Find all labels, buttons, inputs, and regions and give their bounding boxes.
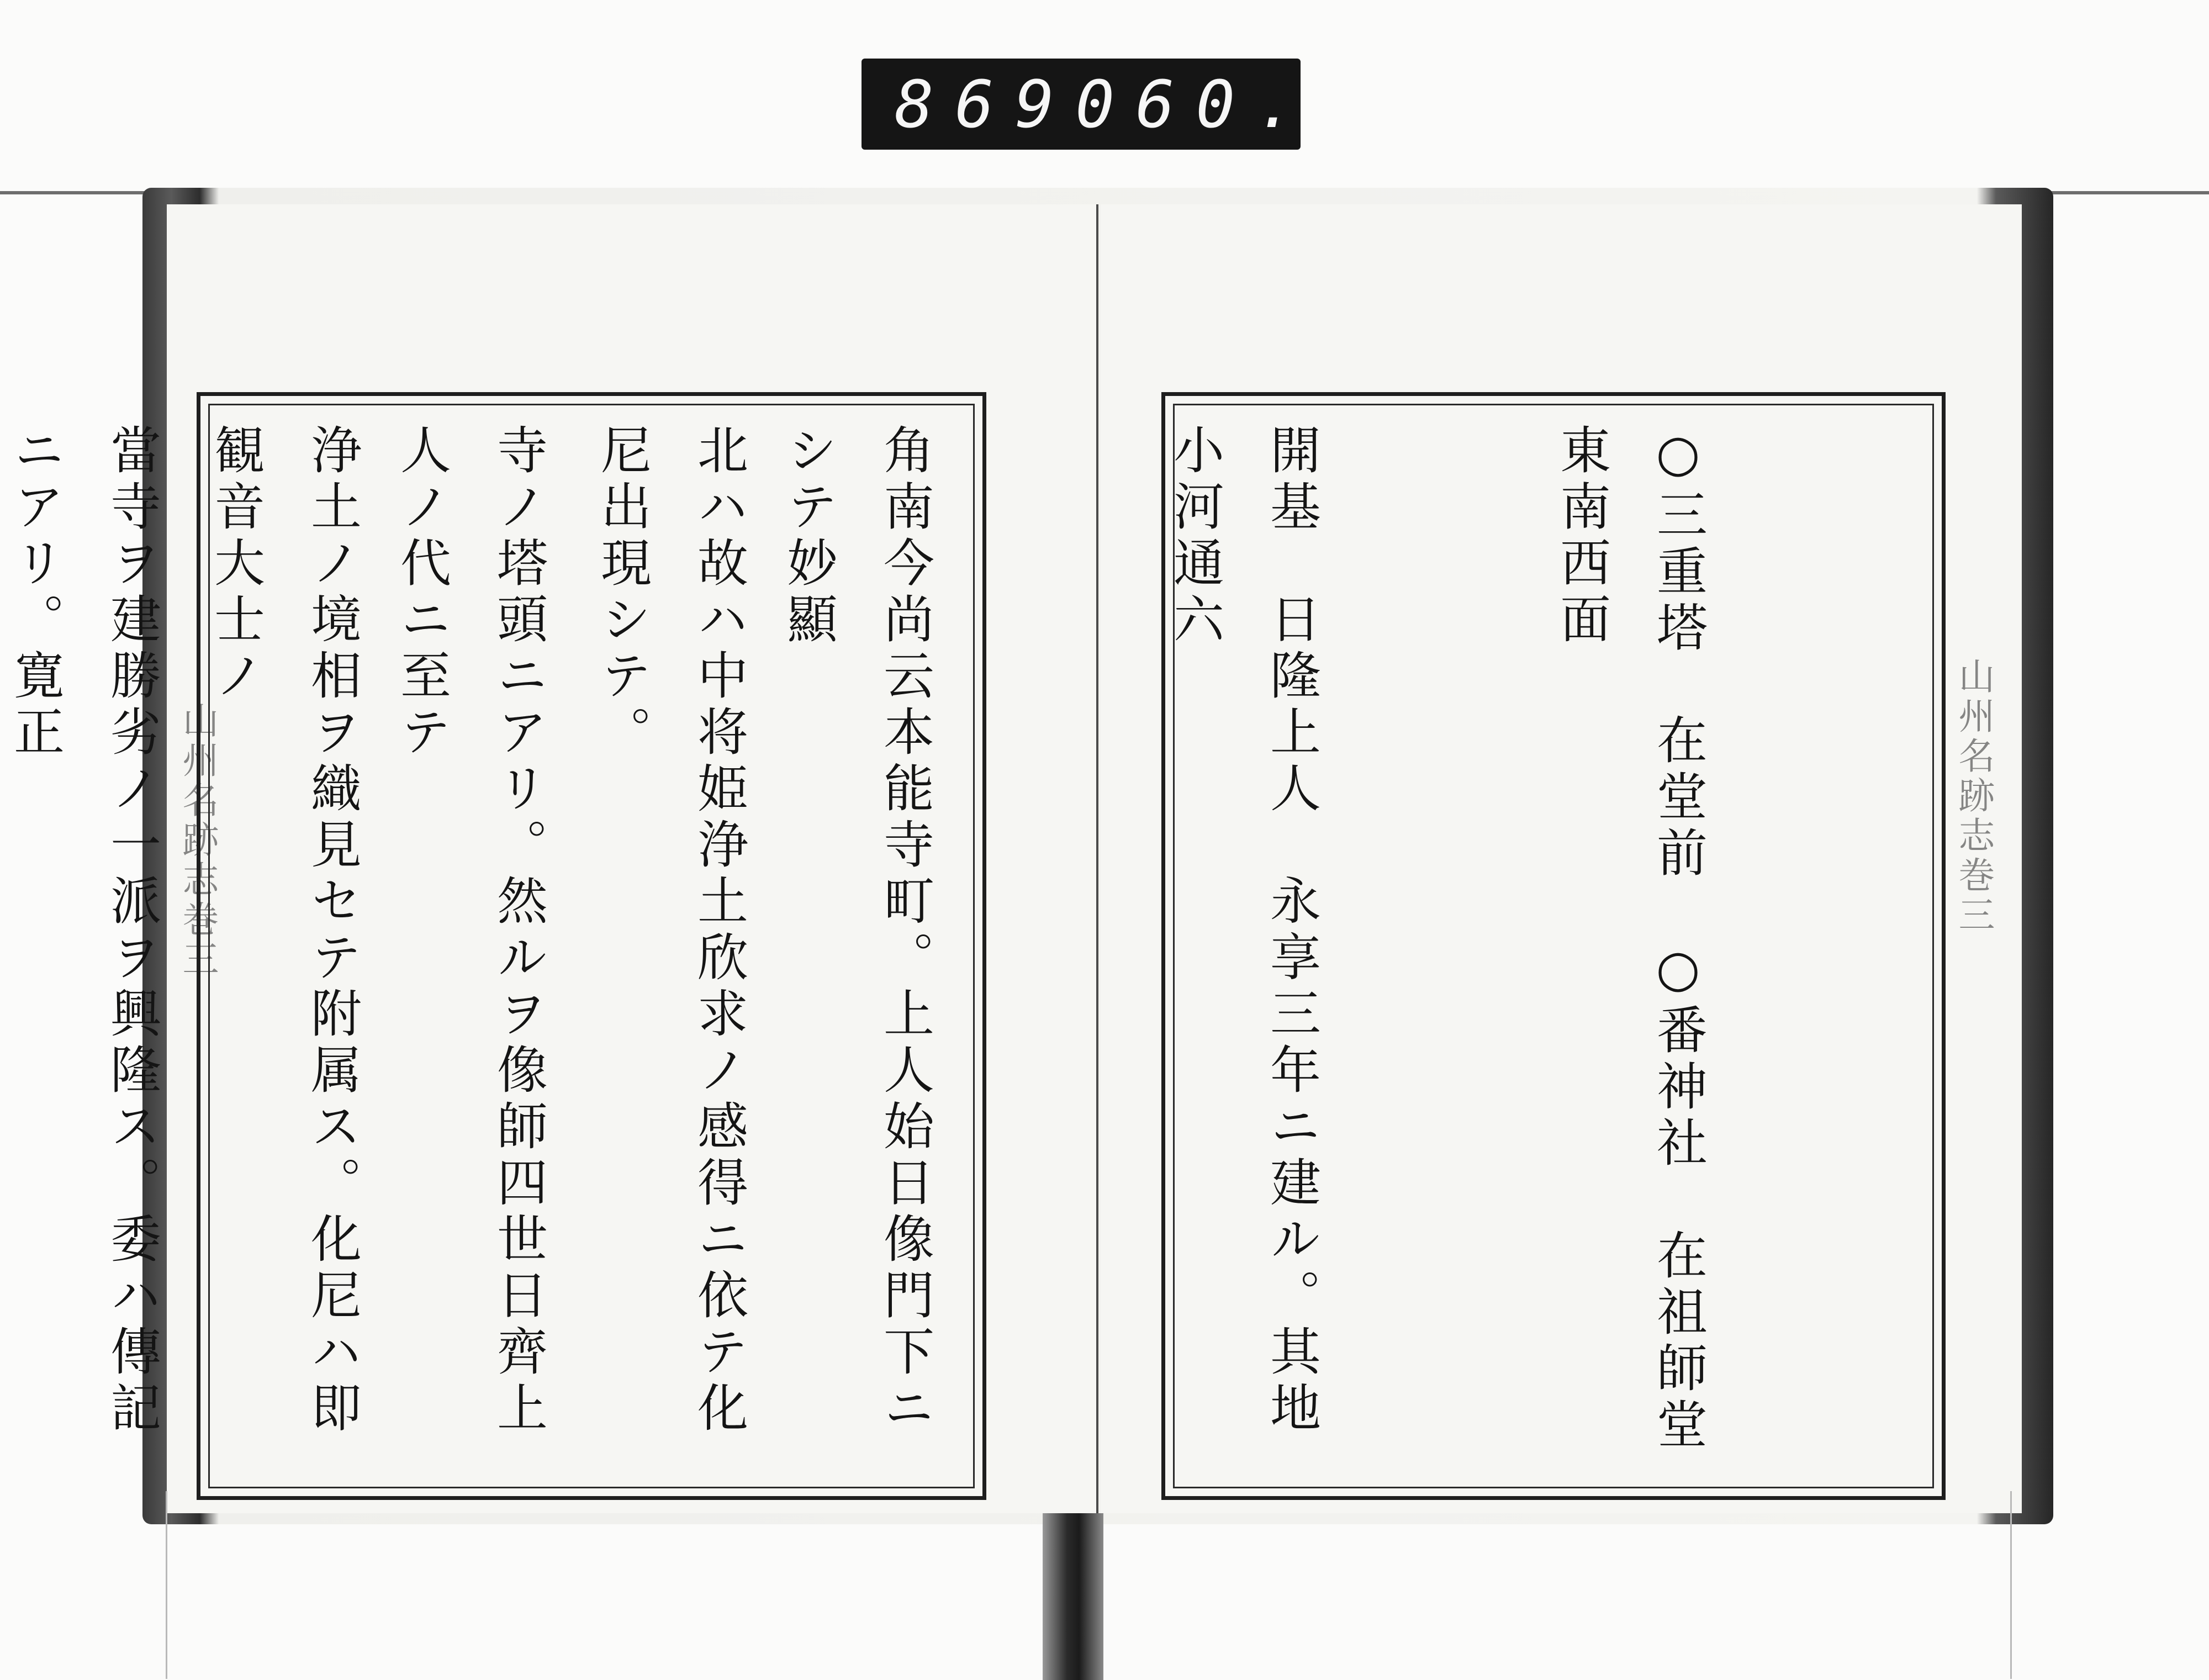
- frame-counter-right: 060.: [1075, 66, 1317, 142]
- left-column-1: 北ハ故ハ中将姫浄土欣求ノ感得ニ依テ化尼出現シテ。: [593, 424, 748, 1438]
- page-edge-line-left: [166, 1491, 167, 1679]
- right-column-2: 開基 日隆上人 永享三年ニ建ル。其地小河通六: [1165, 424, 1321, 1438]
- right-column-3: 角南今尚云本能寺町。上人始日像門下ニシテ妙顯: [779, 424, 934, 1438]
- open-book: [6, 188, 2053, 1524]
- right-spine-title: 山州名跡志巻三: [1952, 657, 1995, 936]
- frame-counter-left: 869: [895, 66, 1076, 142]
- frame-counter-label: [862, 59, 1317, 150]
- book-stand: [1043, 1513, 1103, 1680]
- page-edge-line-right: [2010, 1491, 2012, 1679]
- right-column-5: 當寺ヲ建勝劣ノ一派ヲ興隆ス。委ハ傳記ニアリ。寛正: [6, 424, 161, 1438]
- left-spine-title: 山州名跡志巻三: [176, 701, 219, 980]
- left-column-2: 浄土ノ境相ヲ織見セテ附属ス。化尼ハ即観音大士ノ: [206, 424, 362, 1438]
- right-column-4: 寺ノ塔頭ニアリ。然ルヲ像師四世日齊上人ノ代ニ至テ: [392, 424, 548, 1438]
- right-column-1: ○三重塔 在堂前 ○番神社 在祖師堂東南西面: [1552, 424, 1708, 1454]
